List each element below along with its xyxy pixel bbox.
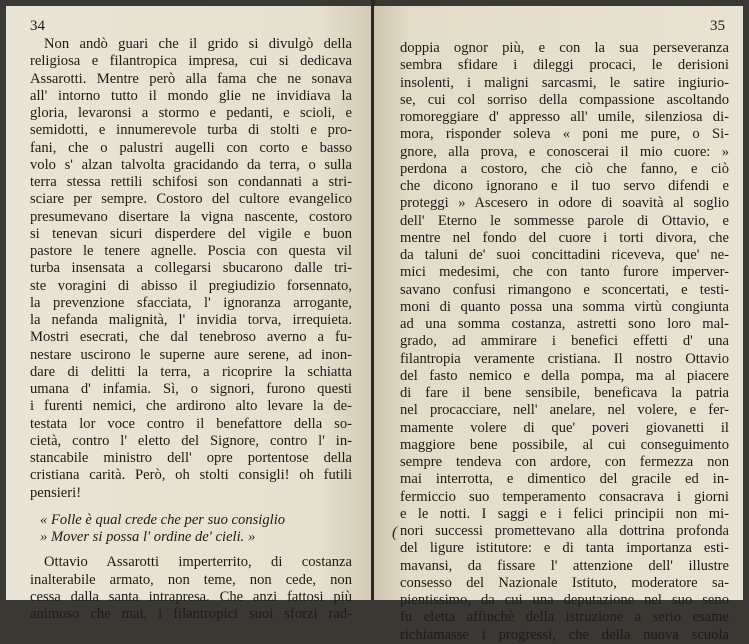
text-line: volo s' alzan talvolta gracidando da terra, o sulla [30, 156, 352, 173]
text-line: fani, che o palustri augelli con corto e basso [30, 139, 352, 156]
text-line: la prevenzione sfacciata, l' ignoranza arrogante, [30, 294, 352, 311]
text-line: sempre tendeva con ardore, con fermezza non [400, 454, 729, 470]
text-line: di fare il bene sensibile, beneficava la patria [400, 385, 729, 401]
text-line: testata lor voce contro il benefattore della so- [30, 415, 352, 432]
text-line: stancabile ministro dell' opre portentose della [30, 450, 352, 466]
right-page [374, 6, 743, 643]
text-line: Ottavio Assarotti imperterrito, di costanza [44, 554, 352, 571]
text-line: » Mover si possa l' ordine de' cieli. » [40, 529, 256, 545]
text-line: si tenevan sicuri disperdere del vigile e buon [30, 225, 352, 242]
text-line: mora, risponder soleva « poni me pure, o Si- [400, 126, 729, 143]
paragraph-2 [30, 554, 352, 623]
text-line: mavansi, da fissare l' attenzione dell' illustre [400, 557, 729, 574]
text-line: fu eletta affinchè della istruzione a serio esame [400, 609, 729, 626]
text-line: savano confusi rimangono e sconcertati, e testi- [400, 281, 729, 298]
text-line: turba insensata a collegarsi sbucarono dalle tri- [30, 260, 352, 277]
text-line: nestare uscirono le superne aure serene, ad inon- [30, 346, 352, 363]
text-line: animoso che mai, i filantropici suoi sforzi rad- [30, 606, 352, 622]
text-line: gloria, levaronsi a stormo e pedanti, e scioli, e [30, 105, 352, 121]
text-line: maggiore bene possibile, al cui conseguimento [400, 436, 729, 453]
text-line: dare di delitti la terra, a ricoprire la schiatta [30, 363, 352, 380]
text-line: Non andò guari che il grido si divulgò della [44, 36, 352, 52]
text-line: i furenti nemici, che ardirono alto levare la de- [30, 398, 352, 415]
text-line: mici medesimi, che con tanto furore imperver- [400, 264, 729, 281]
text-line: fermiccio suo temperamento consacrava i giorni [400, 488, 729, 505]
paragraph-1 [30, 36, 352, 502]
text-line: « Folle è qual crede che per suo consiglio [40, 511, 286, 528]
text-line: dell' Eterno le sommesse parole di Ottavio, e [400, 212, 729, 229]
margin-mark: ( [392, 524, 398, 541]
text-line: che dicono ignorano e il tuo servo difendi e [400, 178, 729, 194]
text-line: mamente volere di que' poveri giovanetti il [400, 419, 729, 436]
text-line: proteggi » Ascesero in odore di soavità al soglio [400, 195, 729, 212]
text-line: mai interrotta, e dimentico del gracile ed in- [400, 471, 729, 488]
text-line: romoreggiare d' appresso all' umile, silenziosa di- [400, 109, 729, 125]
text-line: pientissimo, da cui una deputazione nel suo seno [400, 592, 729, 608]
text-line: perdona a costoro, che ciò che fanno, e ciò [400, 160, 729, 177]
text-line: pastore le tenere agnelle. Poscia con questa vil [30, 243, 352, 259]
text-line: mentre nel fondo del cuore i torti divora, che [400, 229, 729, 246]
text-line: richiamasse i progressi, che della nuova scuola [400, 626, 729, 643]
text-line: Mostri esecrati, che dal tenebroso averno a fu- [30, 329, 352, 346]
text-line: ste voragini di abisso il pregiudizio forsennato, [30, 277, 352, 294]
text-line: umana d' infamia. Sì, o signori, furono questi [30, 381, 352, 397]
text-line: consesso del Nazionale Istituto, moderatore sa- [400, 574, 729, 591]
text-line: semidotti, e innumerevole turba di stolti e pro- [30, 122, 352, 139]
text-line: la nefanda malignità, l' invidia torva, irrequieta. [30, 312, 352, 328]
text-line: del ligure istitutore: e di tanta importanza esti- [400, 540, 729, 557]
text-line: nori successi promettevano alla dottrina profonda [400, 523, 729, 539]
text-line: cessa dalla santa intrapresa. Che anzi fattosi più [30, 588, 352, 605]
text-line: presumevano disertare la vigna nascente, costoro [30, 208, 352, 225]
text-line: doppia ognor più, e con la sua perseveranza [400, 40, 729, 56]
text-line: terra stessa rettili schifosi son condannati a stri- [30, 174, 352, 190]
text-line: Assarotti. Mentre però alla fama che ne sonava [30, 70, 352, 87]
text-line: cristiana carità. Però, oh stolti consigli! oh futili [30, 467, 352, 484]
text-line: e le notti. I saggi e i felici principii non mi- [400, 505, 729, 522]
text-line: cietà, contro l' eletto del Signore, contro l' in- [30, 432, 352, 449]
text-line: del fasto nemico e della pompa, ma al piacere [400, 367, 729, 384]
text-line: inalterabile armato, non teme, non cede, non [30, 571, 352, 588]
text-line: da taluni de' suoi concittadini riceveva, que' ne- [400, 247, 729, 263]
left-text-block [30, 36, 352, 623]
text-line: grado, ad ammirare i benefici effetti d' una [400, 333, 729, 350]
left-page [6, 6, 372, 622]
text-line: moni di quanto possa una somma virtù congiunta [400, 298, 729, 315]
verse-quotation [30, 512, 352, 547]
text-line: gnore, alla prova, e conoscerai il mio cuore: » [400, 143, 729, 160]
text-line: insolenti, i maligni sarcasmi, le satire ingiurio- [400, 74, 729, 91]
text-line: pensieri! [30, 484, 82, 501]
page-number-left: 34 [30, 18, 45, 34]
text-line: ad una somma costanza, astretti sono loro mal- [400, 316, 729, 332]
text-line: religiosa e filantropica impresa, cui si dedicava [30, 53, 352, 70]
text-line: filantropia veramente cristiana. Il nostro Ottavio [400, 350, 729, 367]
page-number-right: 35 [710, 18, 725, 34]
text-line: sciare per sempre. Costoro del cultore evangelico [30, 191, 352, 208]
text-line: all' intorno tutto il mondo glie ne invidiava la [30, 87, 352, 104]
right-text-block [400, 40, 729, 644]
text-line: sembra sfidare i dileggi procaci, le derisioni [400, 57, 729, 74]
text-line: se, cui col sorriso della compassione ascoltando [400, 91, 729, 108]
text-line: nel procacciare, nell' anelare, nel volere, e fer- [400, 402, 729, 419]
